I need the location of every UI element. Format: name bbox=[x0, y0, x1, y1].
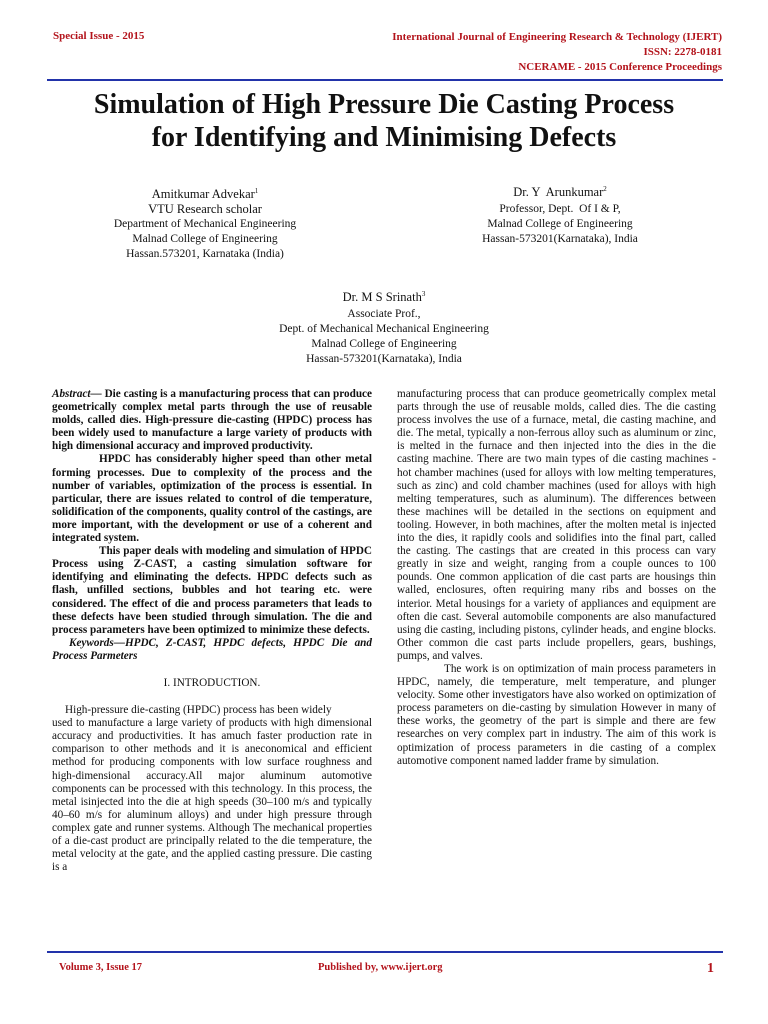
header-divider bbox=[47, 79, 723, 81]
author-1-name: Amitkumar Advekar bbox=[151, 187, 255, 202]
abstract-label: Abstract— bbox=[52, 388, 102, 400]
paper-title bbox=[40, 88, 728, 154]
author-2-sup: 2 bbox=[603, 185, 607, 193]
page-number: 1 bbox=[707, 961, 714, 976]
section-heading-introduction: I. INTRODUCTION. bbox=[163, 676, 261, 689]
right-column bbox=[397, 388, 716, 768]
author-2-role: Professor, Dept. Of I & P, bbox=[499, 203, 621, 216]
author-3-sup: 3 bbox=[421, 290, 426, 298]
author-1-role: VTU Research scholar bbox=[148, 202, 262, 217]
author-3-address: Hassan-573201(Karnataka), India bbox=[306, 353, 462, 366]
author-3-dept: Dept. of Mechanical Mechanical Engineering bbox=[279, 323, 489, 336]
author-1-college: Malnad College of Engineering bbox=[132, 233, 278, 246]
author-3-college: Malnad College of Engineering bbox=[311, 338, 457, 351]
footer-divider bbox=[47, 951, 723, 953]
author-2-name: Dr. Y Arunkumar bbox=[513, 185, 604, 200]
author-2-college: Malnad College of Engineering bbox=[487, 218, 633, 231]
author-2 bbox=[440, 182, 680, 247]
header-proceedings: NCERAME - 2015 Conference Proceedings bbox=[518, 61, 722, 73]
intro-body: used to manufacture a large variety of products with high dimensional accuracy and productivities. It has amuch faster production rate in comparison to other methods and it is aneconomical and efficient method for producing components with low surface roughness and high-dimensional accuracy.All major aluminum automotive components can be processed with this technology. In this process, the metal isinjected into the die at high speeds (30–100 m/s and typically 40–60 m/s for aluminum alloys) and under high pressure through complex gate and runner systems. Although The mechanical properties of a die-cast product are principally related to the die temperature, the metal velocity at the gate, and the applied casting pressure. Die casting is a bbox=[52, 717, 372, 874]
author-1 bbox=[85, 184, 325, 262]
title-line-2: for Identifying and Minimising Defects bbox=[151, 122, 617, 153]
abstract-p3: This paper deals with modeling and simulation of HPDC Process using Z-CAST, a casting simulation software for identifying and eliminating the defects. HPDC defects such as flash, unfilled sections, bubbles and hot tearing etc. were considered. The effect of die and process parameters that leads to these defects have been studied through simulation. The die and process parameters have been optimized to minimize these defects. bbox=[52, 545, 372, 636]
footer-volume: Volume 3, Issue 17 bbox=[59, 962, 143, 973]
author-1-dept: Department of Mechanical Engineering bbox=[113, 218, 297, 231]
right-paragraph-2: The work is on optimization of main process parameters in HPDC, namely, die temperature, melt temperature, and plunger velocity. Some other investigators have also worked on optimization of process parameters on die-casting by simulation However in many of these works, the geometry of the part is simple and there are few researches on very complex part in industry. The aim of this work is optimization of process parameters in die casting of a complex automotive component named ladder frame by simulation. bbox=[397, 662, 716, 767]
abstract-p2: HPDC has considerably higher speed than other metal forming processes. Due to complexity of the process and the number of variables, optimization of the process is essential. In particular, there are issues related to control of die temperature, solidification of the components, quality control of the castings, are more important, with the development or use of a coherent and integrated system. bbox=[52, 453, 372, 545]
author-2-address: Hassan-573201(Karnataka), India bbox=[482, 233, 638, 246]
header-issn: ISSN: 2278-0181 bbox=[643, 46, 722, 58]
keywords: Keywords—HPDC, Z-CAST, HPDC defects, HPDC Die and Process Parmeters bbox=[52, 636, 372, 662]
abstract-p1 bbox=[52, 388, 372, 453]
author-1-address: Hassan.573201, Karnataka (India) bbox=[126, 248, 284, 261]
title-line-1: Simulation of High Pressure Die Casting Process bbox=[93, 89, 675, 120]
header-journal: International Journal of Engineering Research & Technology (IJERT) bbox=[392, 31, 722, 43]
header-issue: Special Issue - 2015 bbox=[53, 30, 145, 42]
intro-first-line: High-pressure die-casting (HPDC) process has been widely bbox=[65, 704, 332, 717]
author-3-name: Dr. M S Srinath bbox=[342, 290, 422, 305]
abstract-p1-text: Die casting is a manufacturing process that can produce geometrically complex metal parts through the use of reusable molds, called dies. High-pressure die-casting (HPDC) process has been widely used to manufacture a large variety of products with high dimensional accuracy and improved productivity. bbox=[52, 388, 372, 453]
right-paragraph-1: manufacturing process that can produce geometrically complex metal parts through the use of reusable molds, called dies. The die casting process involves the use of a furnace, metal, die casting machine, and die. The metal, typically a non-ferrous alloy such as aluminum or zinc, is melted in the furnace and then injected into the dies in the die casting machine. There are two main types of die casting machines - hot chamber machines (used for alloys with low melting temperatures, such as zinc) and cold chamber machines (used for alloys with high melting temperatures, such as aluminum). The differences between these machines will be detailed in the sections on equipment and tooling. However, in both machines, after the molten metal is injected into the dies, it rapidly cools and solidifies into the final part, called the casting. The castings that are created in this process can vary greatly in size and weight, ranging from a couple ounces to 100 pounds. One common application of die cast parts are housings thin walled, enclosures, often requiring many ribs and bosses on the interior. Metal housings for a variety of appliances and equipment are often die cast. Several automobile components are also manufactured using die casting, including pistons, cylinder heads, and engine blocks. Other common die cast parts include propellers, gears, bushings, pumps, and valves. bbox=[397, 388, 716, 662]
author-3 bbox=[234, 287, 534, 367]
header-journal-block bbox=[392, 30, 722, 75]
author-3-role: Associate Prof., bbox=[347, 308, 421, 321]
footer-publisher: Published by, www.ijert.org bbox=[318, 962, 443, 973]
author-1-sup: 1 bbox=[254, 187, 259, 195]
left-column bbox=[52, 388, 372, 874]
